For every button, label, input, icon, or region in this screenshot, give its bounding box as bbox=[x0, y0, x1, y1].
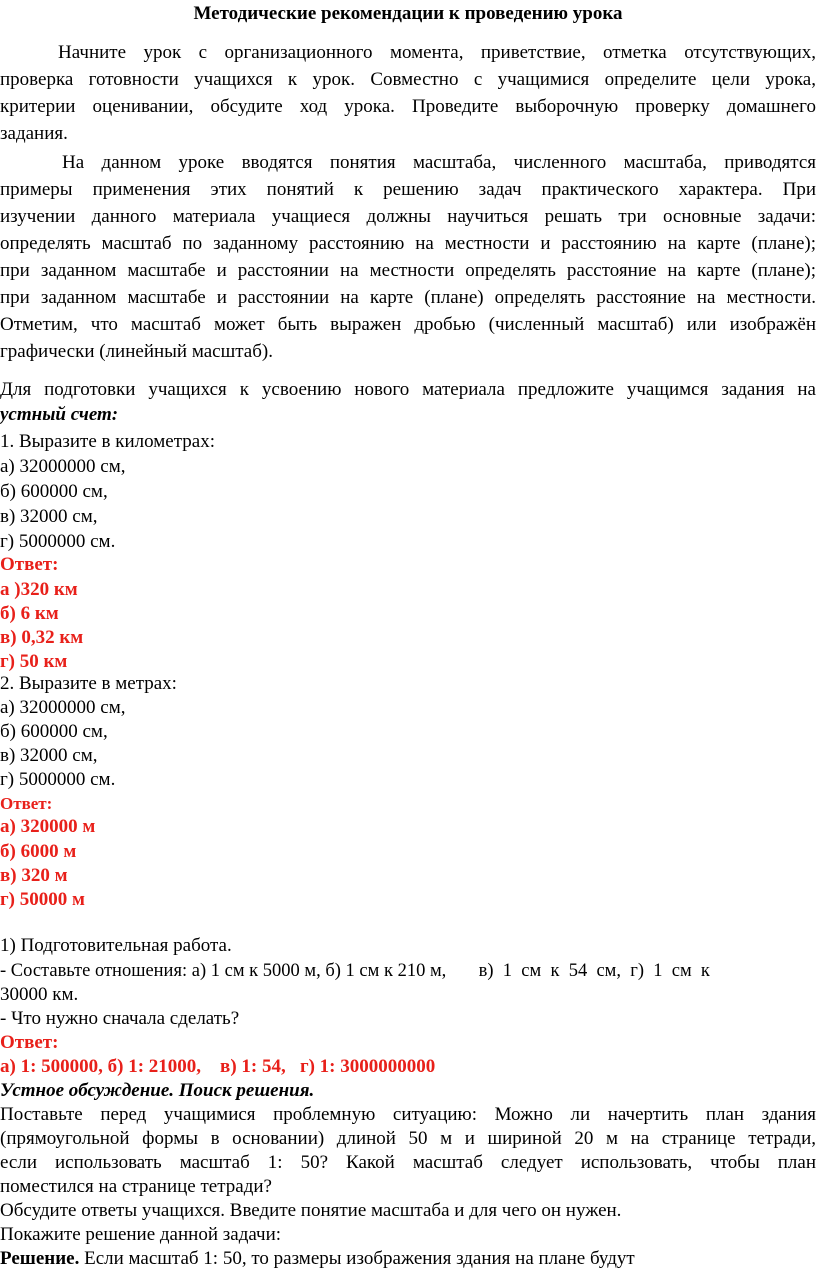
intro-line-3: критерии оценивании, обсудите ход урока. Проведите выборочную проверку домашнего bbox=[0, 96, 816, 117]
prep-line-1: - Составьте отношения: а) 1 см к 5000 м, б) 1 см к 210 м, в) 1 см к 54 см, г) 1 см к bbox=[0, 961, 710, 981]
prep-answer-label: Ответ: bbox=[0, 1032, 59, 1053]
discussion-line-2: (прямоугольной формы в основании) длиной 50 м и шириной 20 м на странице тетради, bbox=[0, 1128, 816, 1149]
task1-answer-d: г) 50 км bbox=[0, 651, 68, 672]
document-title: Методические рекомендации к проведению урока bbox=[193, 3, 623, 24]
intro-line-2: проверка готовности учащихся к урок. Совместно с учащимися определите цели урока, bbox=[0, 69, 816, 90]
para2-line-4: определять масштаб по заданному расстоянию на местности и расстоянию на карте (плане); bbox=[0, 233, 816, 254]
para2-line-7: Отметим, что масштаб может быть выражен дробью (численный масштаб) или изображён bbox=[0, 314, 816, 335]
para2-line-5: при заданном масштабе и расстоянии на местности определять расстояние на карте (плане); bbox=[0, 260, 816, 281]
prep-line-2: 30000 км. bbox=[0, 984, 79, 1005]
intro-line-1: Начните урок с организационного момента, приветствие, отметка отсутствующих, bbox=[58, 42, 816, 63]
discussion-line-1: Поставьте перед учащимися проблемную ситуацию: Можно ли начертить план здания bbox=[0, 1104, 816, 1125]
task2-answer-b: б) 6000 м bbox=[0, 841, 77, 862]
oral-intro: Для подготовки учащихся к усвоению нового материала предложите учащимся задания на bbox=[0, 379, 816, 400]
task2-item-d: г) 5000000 см. bbox=[0, 769, 116, 790]
para2-line-8: графически (линейный масштаб). bbox=[0, 341, 273, 362]
solution-text: Если масштаб 1: 50, то размеры изображения здания на плане будут bbox=[79, 1248, 635, 1269]
prep-line-3: - Что нужно сначала сделать? bbox=[0, 1008, 240, 1029]
task1-answer-label: Ответ: bbox=[0, 554, 59, 575]
discussion-line-3: если использовать масштаб 1: 50? Какой масштаб следует использовать, чтобы план bbox=[0, 1152, 816, 1173]
para2-line-3: изучении данного материала учащиеся должны научиться решать три основные задачи: bbox=[0, 206, 816, 227]
task2-answer-c: в) 320 м bbox=[0, 865, 68, 886]
task1-answer-a: а )320 км bbox=[0, 579, 78, 600]
discussion-heading: Устное обсуждение. Поиск решения. bbox=[0, 1080, 315, 1101]
task1-answer-c: в) 0,32 км bbox=[0, 627, 84, 648]
task2-answer-d: г) 50000 м bbox=[0, 889, 85, 910]
task1-item-c: в) 32000 см, bbox=[0, 506, 98, 527]
prep-title: 1) Подготовительная работа. bbox=[0, 935, 232, 956]
task1-item-a: а) 32000000 см, bbox=[0, 456, 126, 477]
task1-item-d: г) 5000000 см. bbox=[0, 531, 116, 552]
task1-item-b: б) 600000 см, bbox=[0, 481, 108, 502]
task2-answer-label: Ответ: bbox=[0, 794, 53, 813]
task1-title: 1. Выразите в километрах: bbox=[0, 431, 215, 452]
oral-heading: устный счет: bbox=[0, 404, 119, 425]
task2-item-b: б) 600000 см, bbox=[0, 721, 108, 742]
para2-line-2: примеры применения этих понятий к решению задач практического характера. При bbox=[0, 179, 816, 200]
intro-line-4: задания. bbox=[0, 123, 68, 144]
para2-line-6: при заданном масштабе и расстоянии на карте (плане) определять расстояние на местности. bbox=[0, 287, 816, 308]
solution-label: Решение. bbox=[0, 1248, 80, 1269]
solution-line bbox=[0, 1247, 635, 1271]
discussion-line-show: Покажите решение данной задачи: bbox=[0, 1224, 282, 1245]
prep-answer: а) 1: 500000, б) 1: 21000, в) 1: 54, г) 1: 3000000000 bbox=[0, 1056, 436, 1077]
discussion-line-discuss: Обсудите ответы учащихся. Введите понятие масштаба и для чего он нужен. bbox=[0, 1200, 622, 1221]
task2-answer-a: а) 320000 м bbox=[0, 816, 96, 837]
discussion-line-4: поместился на странице тетради? bbox=[0, 1176, 272, 1197]
task2-title: 2. Выразите в метрах: bbox=[0, 673, 177, 694]
para2-line-1: На данном уроке вводятся понятия масштаба, численного масштаба, приводятся bbox=[62, 152, 816, 173]
task1-answer-b: б) 6 км bbox=[0, 603, 59, 624]
task2-item-c: в) 32000 см, bbox=[0, 745, 98, 766]
task2-item-a: а) 32000000 см, bbox=[0, 697, 126, 718]
